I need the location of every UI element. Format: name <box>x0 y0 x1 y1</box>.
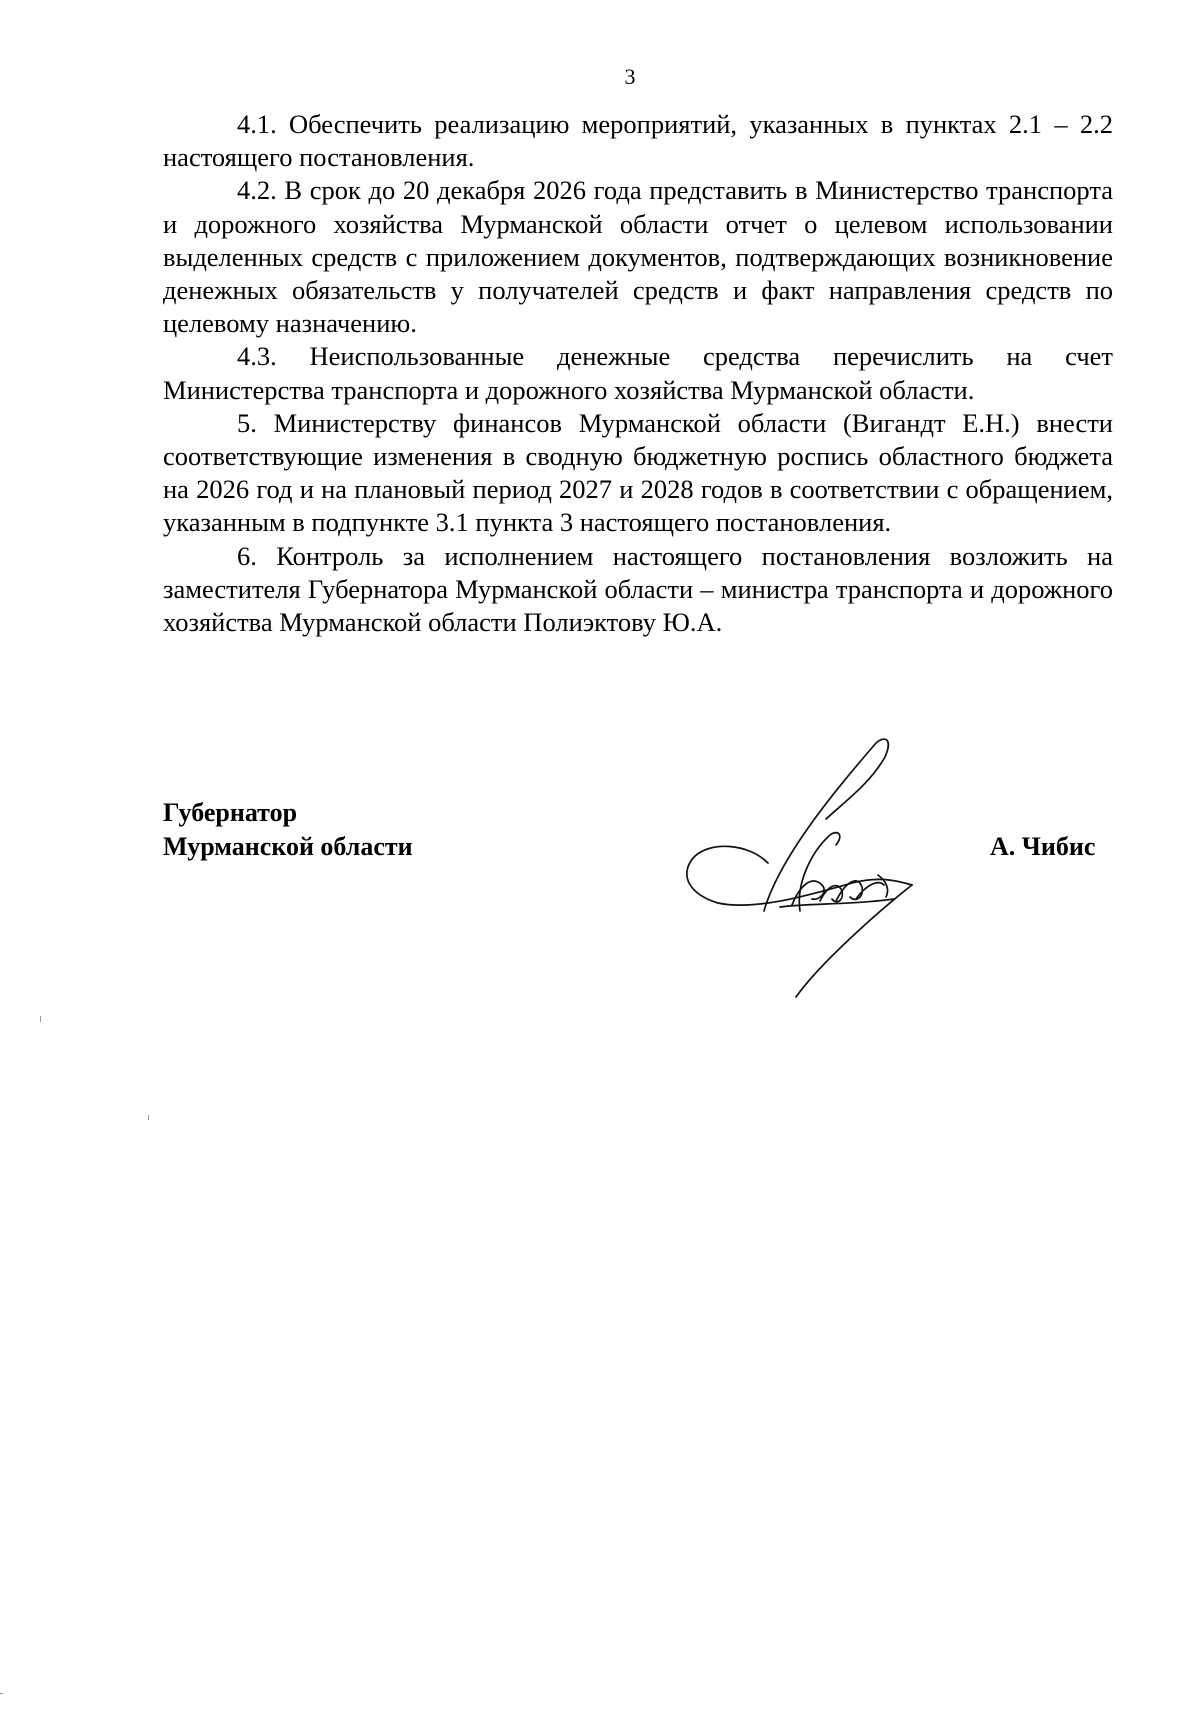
paragraph-4-1: 4.1. Обеспечить реализацию мероприятий, указанных в пунктах 2.1 – 2.2 настоящего постановления. <box>163 109 1113 173</box>
paragraph-5: 5. Министерству финансов Мурманской области (Вигандт Е.Н.) внести соответствующие изменения в сводную бюджетную роспись областного бюджета на 2026 год и на плановый период 2027 и 2028 годов в соответствии с обращением, указанным в подпункте 3.1 пункта 3 настоящего постановления. <box>163 407 1113 538</box>
paragraph-4-2: 4.2. В срок до 20 декабря 2026 года представить в Министерство транспорта и дорожного хозяйства Мурманской области отчет о целевом использовании выделенных средств с приложением документов, подтверждающих возникновение денежных обязательств у получателей средств и факт направления средств по целевому назначению. <box>163 175 1113 339</box>
scan-edge-mark <box>0 1693 3 1694</box>
signer-name: А. Чибис <box>990 832 1096 861</box>
handwritten-signature <box>680 735 930 1015</box>
signatory-region: Мурманской области <box>163 832 413 861</box>
signatory-position <box>163 796 413 864</box>
page-number: 3 <box>624 64 636 89</box>
document-body <box>163 108 1113 639</box>
signatory-title: Губернатор <box>163 798 298 827</box>
paragraph-4-3: 4.3. Неиспользованные денежные средства перечислить на счет Министерства транспорта и дорожного хозяйства Мурманской области. <box>163 341 1113 405</box>
scan-edge-mark <box>148 1115 149 1120</box>
scan-edge-mark <box>40 1016 41 1022</box>
paragraph-6: 6. Контроль за исполнением настоящего постановления возложить на заместителя Губернатора Мурманской области – министра транспорта и дорожного хозяйства Мурманской области Полиэктову Ю.А. <box>163 540 1113 638</box>
